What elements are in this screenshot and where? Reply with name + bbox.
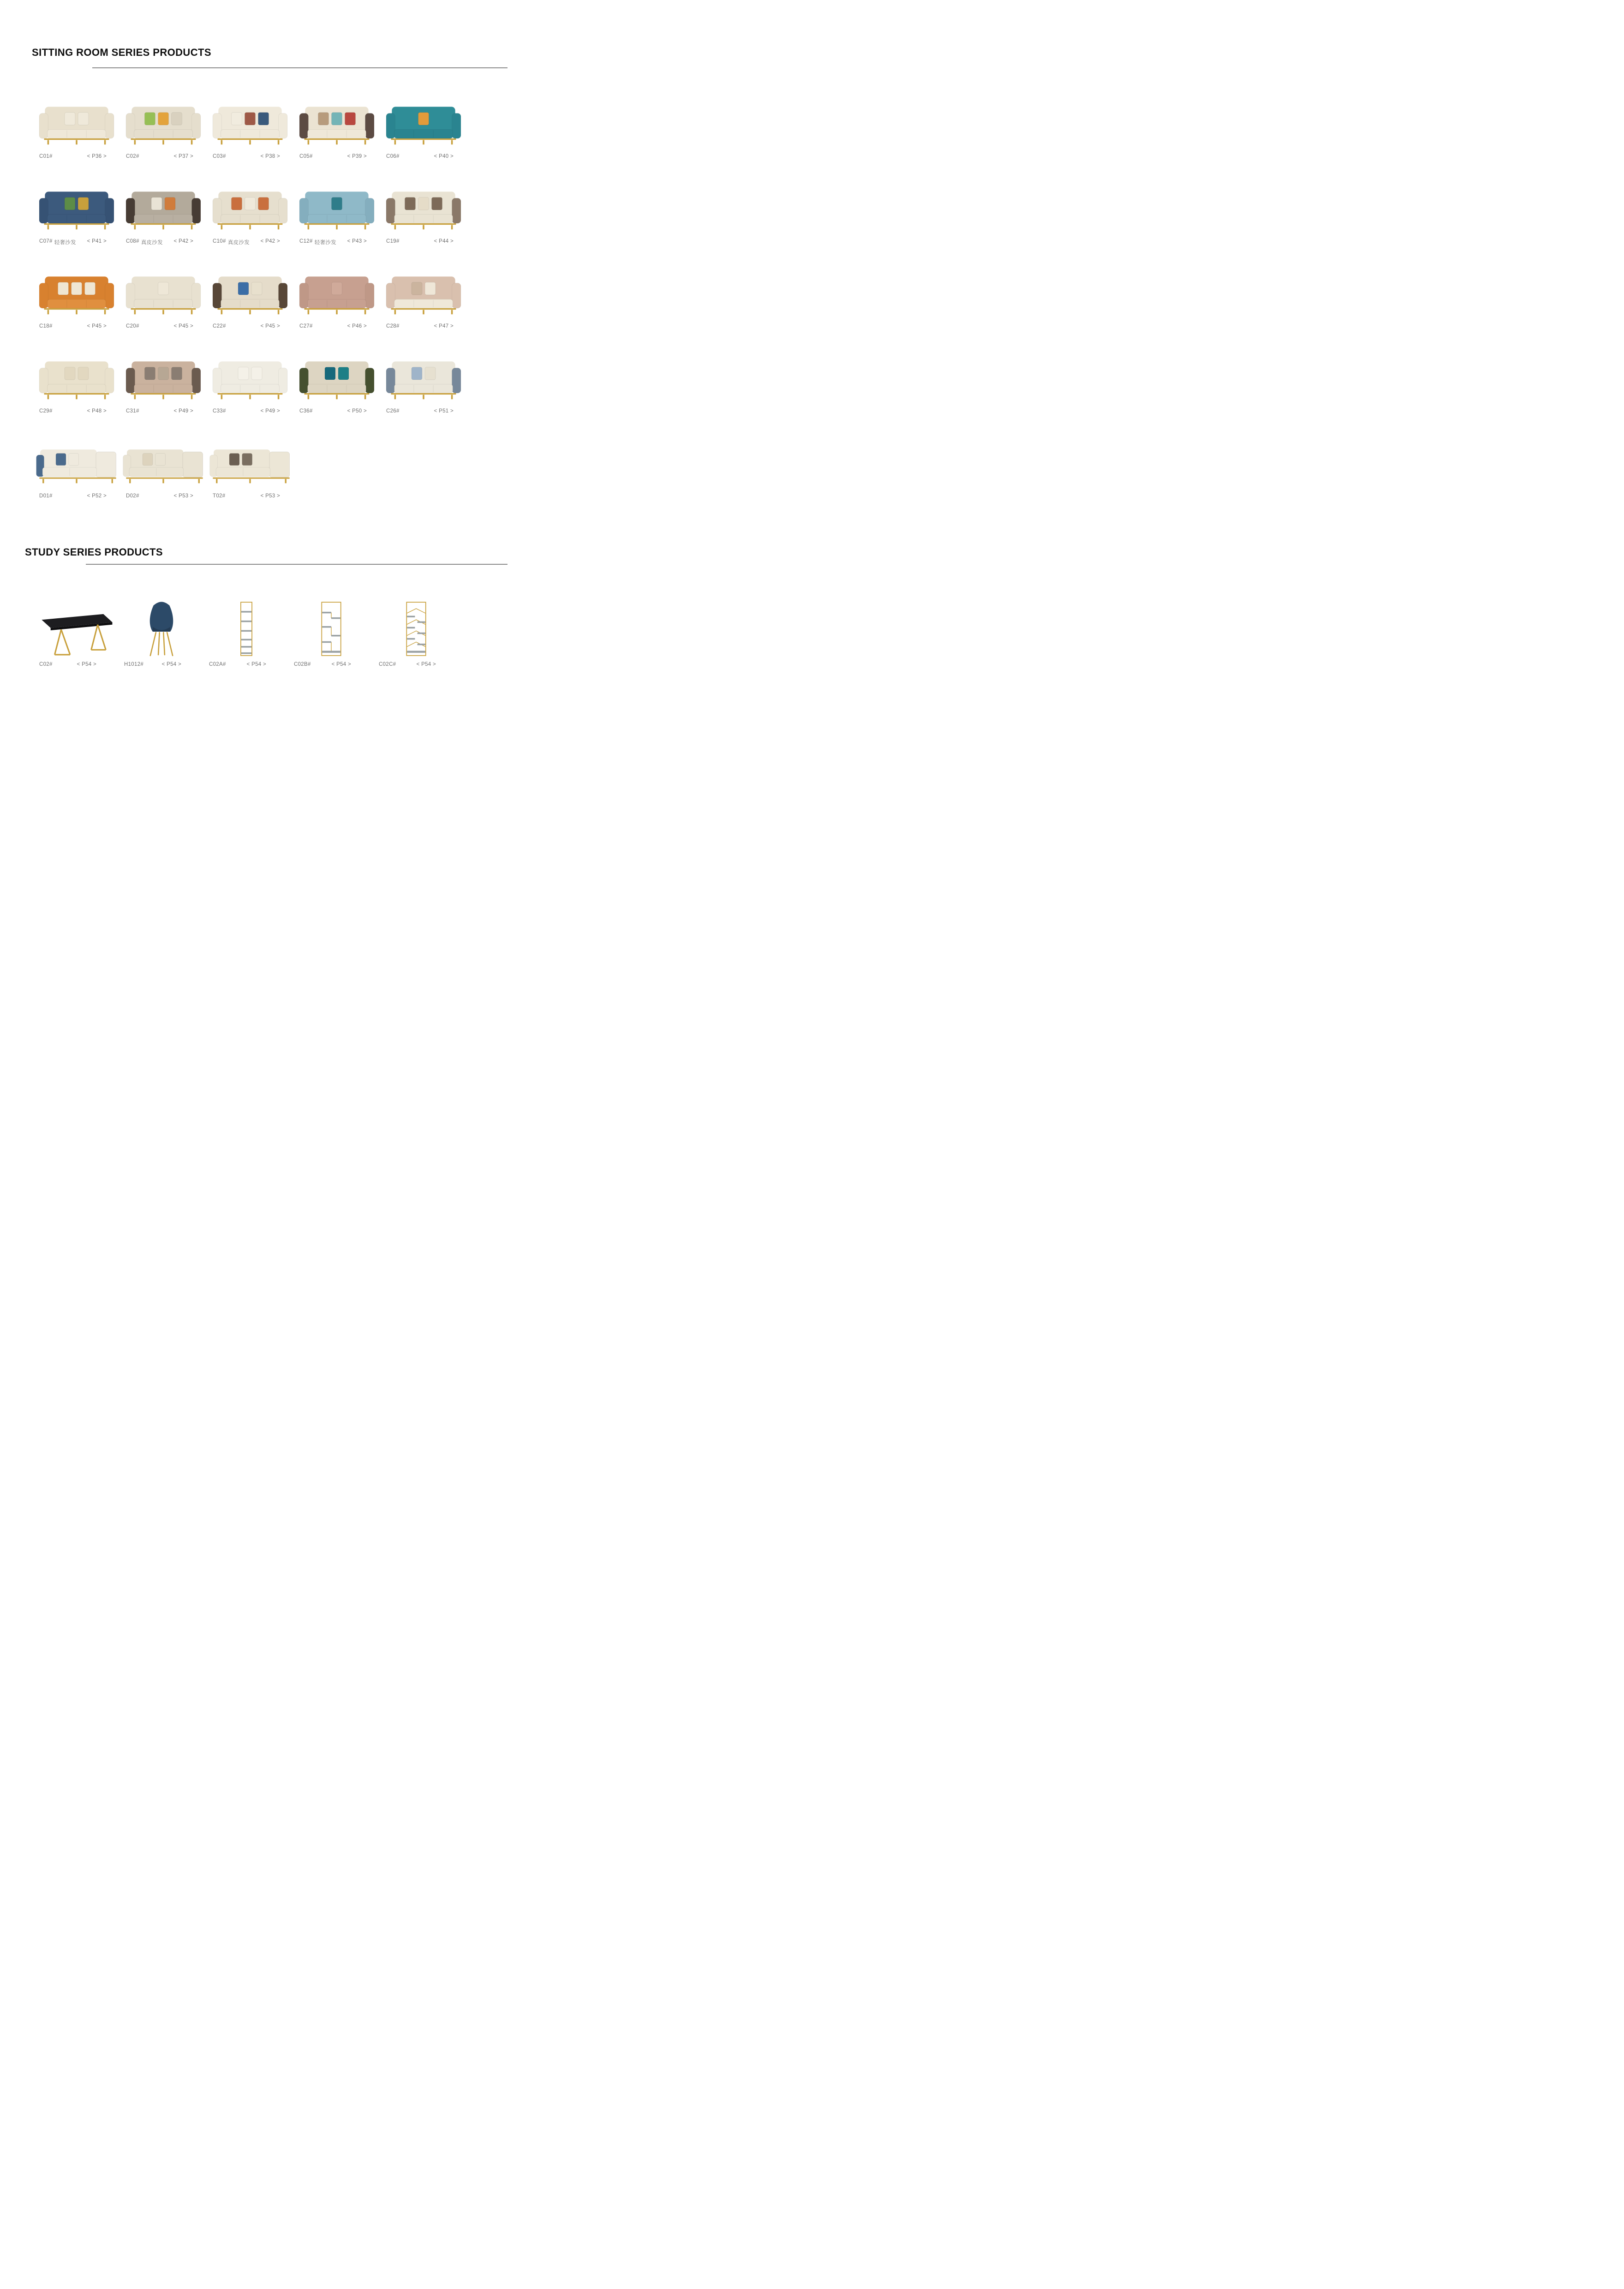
product-card-C22: [209, 269, 296, 354]
product-image: [120, 598, 203, 658]
product-code: D01#: [39, 493, 53, 499]
product-label: [126, 239, 193, 246]
product-code: C29#: [39, 408, 53, 414]
product-page-ref: < P41 >: [87, 239, 107, 244]
product-label: [386, 323, 454, 329]
product-page-ref: < P42 >: [173, 239, 193, 244]
product-code: C20#: [126, 323, 139, 329]
product-code: C36#: [299, 408, 313, 414]
product-code: C22#: [213, 323, 226, 329]
product-card-C01: [36, 99, 122, 184]
product-code: C02#: [126, 154, 139, 159]
product-image: [375, 598, 457, 658]
product-card-C06: [382, 99, 469, 184]
product-page-ref: < P48 >: [87, 408, 107, 414]
product-label: [39, 408, 107, 414]
product-label: [299, 408, 367, 414]
product-image: [36, 439, 118, 489]
product-code: D02#: [126, 493, 139, 499]
product-image: [296, 354, 378, 404]
section-title-sitting-room: SITTING ROOM SERIES PRODUCTS: [32, 47, 211, 58]
product-page-ref: < P54 >: [246, 662, 266, 667]
product-page-ref: < P45 >: [260, 323, 280, 329]
product-card-C28: [382, 269, 469, 354]
product-card-C02B: [290, 598, 375, 672]
product-image: [122, 439, 204, 489]
product-page-ref: < P54 >: [331, 662, 351, 667]
product-desc: 真皮沙发: [227, 240, 250, 245]
product-image: [209, 439, 291, 489]
product-card-C20: [122, 269, 209, 354]
product-card-C26: [382, 354, 469, 439]
product-image: [122, 354, 204, 404]
product-page-ref: < P49 >: [260, 408, 280, 414]
product-desc: 真皮沙发: [141, 240, 163, 245]
product-card-D02: [122, 439, 209, 524]
product-card-C27: [296, 269, 382, 354]
product-image: [122, 269, 204, 319]
product-label: [386, 154, 454, 159]
sitting-room-product-grid: [36, 99, 469, 524]
product-code: C26#: [386, 408, 400, 414]
product-image: [209, 184, 291, 234]
product-page-ref: < P44 >: [434, 239, 454, 244]
product-label: [299, 239, 367, 246]
product-card-C12: [296, 184, 382, 269]
product-image: [290, 598, 372, 658]
product-code: H1012#: [124, 662, 144, 667]
product-code: C02#: [39, 662, 53, 667]
product-page-ref: < P37 >: [173, 154, 193, 159]
product-image: [296, 269, 378, 319]
study-product-grid: [36, 598, 460, 672]
product-page-ref: < P53 >: [173, 493, 193, 499]
product-page-ref: < P51 >: [434, 408, 454, 414]
product-card-C02: [36, 598, 120, 672]
product-label: [213, 154, 280, 159]
product-card-C18: [36, 269, 122, 354]
product-card-C29: [36, 354, 122, 439]
product-code: C31#: [126, 408, 139, 414]
product-label: [213, 493, 280, 499]
product-image: [382, 184, 465, 234]
product-image: [209, 354, 291, 404]
product-card-D01: [36, 439, 122, 524]
product-page-ref: < P45 >: [87, 323, 107, 329]
product-code: C10#: [213, 239, 226, 244]
product-code: C02B#: [294, 662, 311, 667]
product-code: C03#: [213, 154, 226, 159]
product-label: [39, 323, 107, 329]
product-page-ref: < P46 >: [347, 323, 367, 329]
product-label: [39, 662, 96, 667]
product-code: C05#: [299, 154, 313, 159]
product-label: [126, 154, 193, 159]
product-card-C03: [209, 99, 296, 184]
product-label: [126, 323, 193, 329]
product-card-C31: [122, 354, 209, 439]
product-page-ref: < P50 >: [347, 408, 367, 414]
product-page-ref: < P40 >: [434, 154, 454, 159]
sitting-room-divider-line: [92, 67, 508, 68]
product-image: [382, 354, 465, 404]
product-page-ref: < P42 >: [260, 239, 280, 244]
product-image: [209, 99, 291, 149]
product-image: [36, 99, 118, 149]
product-page-ref: < P38 >: [260, 154, 280, 159]
catalog-page: [0, 0, 508, 716]
product-label: [213, 239, 280, 246]
product-image: [36, 354, 118, 404]
product-card-C10: [209, 184, 296, 269]
product-label: [294, 662, 351, 667]
product-desc: 轻奢沙发: [314, 240, 336, 245]
product-code: C12#: [299, 239, 313, 244]
product-page-ref: < P39 >: [347, 154, 367, 159]
product-image: [122, 184, 204, 234]
product-card-C05: [296, 99, 382, 184]
product-code: C28#: [386, 323, 400, 329]
product-image: [36, 184, 118, 234]
product-label: [386, 408, 454, 414]
product-image: [296, 184, 378, 234]
product-card-C36: [296, 354, 382, 439]
product-image: [122, 99, 204, 149]
product-image: [382, 269, 465, 319]
product-label: [126, 493, 193, 499]
product-page-ref: < P49 >: [173, 408, 193, 414]
product-label: [39, 239, 107, 246]
product-label: [386, 239, 454, 244]
product-card-C02C: [375, 598, 460, 672]
product-image: [296, 99, 378, 149]
product-image: [36, 598, 118, 658]
product-card-C02A: [205, 598, 290, 672]
product-code: C02A#: [209, 662, 226, 667]
product-code: C02C#: [379, 662, 396, 667]
product-image: [382, 99, 465, 149]
product-label: [379, 662, 436, 667]
product-card-H1012: [120, 598, 205, 672]
product-image: [209, 269, 291, 319]
product-desc: 轻奢沙发: [54, 240, 76, 245]
product-label: [39, 493, 107, 499]
product-code: C06#: [386, 154, 400, 159]
product-card-C19: [382, 184, 469, 269]
product-code: C07#: [39, 239, 53, 244]
product-card-T02: [209, 439, 296, 524]
product-code: C27#: [299, 323, 313, 329]
product-label: [209, 662, 266, 667]
product-card-C08: [122, 184, 209, 269]
product-card-C07: [36, 184, 122, 269]
product-code: C18#: [39, 323, 53, 329]
product-page-ref: < P43 >: [347, 239, 367, 244]
product-label: [213, 408, 280, 414]
product-label: [299, 323, 367, 329]
product-page-ref: < P54 >: [161, 662, 181, 667]
product-code: T02#: [213, 493, 226, 499]
study-divider-line: [86, 564, 508, 565]
product-image: [205, 598, 287, 658]
section-title-study: STUDY SERIES PRODUCTS: [25, 546, 163, 558]
product-label: [299, 154, 367, 159]
product-page-ref: < P54 >: [77, 662, 96, 667]
product-label: [213, 323, 280, 329]
product-page-ref: < P45 >: [173, 323, 193, 329]
product-page-ref: < P52 >: [87, 493, 107, 499]
product-code: C19#: [386, 239, 400, 244]
product-card-C33: [209, 354, 296, 439]
product-card-C02: [122, 99, 209, 184]
product-page-ref: < P54 >: [416, 662, 436, 667]
product-code: C01#: [39, 154, 53, 159]
product-code: C33#: [213, 408, 226, 414]
product-code: C08#: [126, 239, 139, 244]
product-page-ref: < P53 >: [260, 493, 280, 499]
product-image: [36, 269, 118, 319]
product-label: [39, 154, 107, 159]
product-label: [126, 408, 193, 414]
product-label: [124, 662, 181, 667]
product-page-ref: < P47 >: [434, 323, 454, 329]
product-page-ref: < P36 >: [87, 154, 107, 159]
